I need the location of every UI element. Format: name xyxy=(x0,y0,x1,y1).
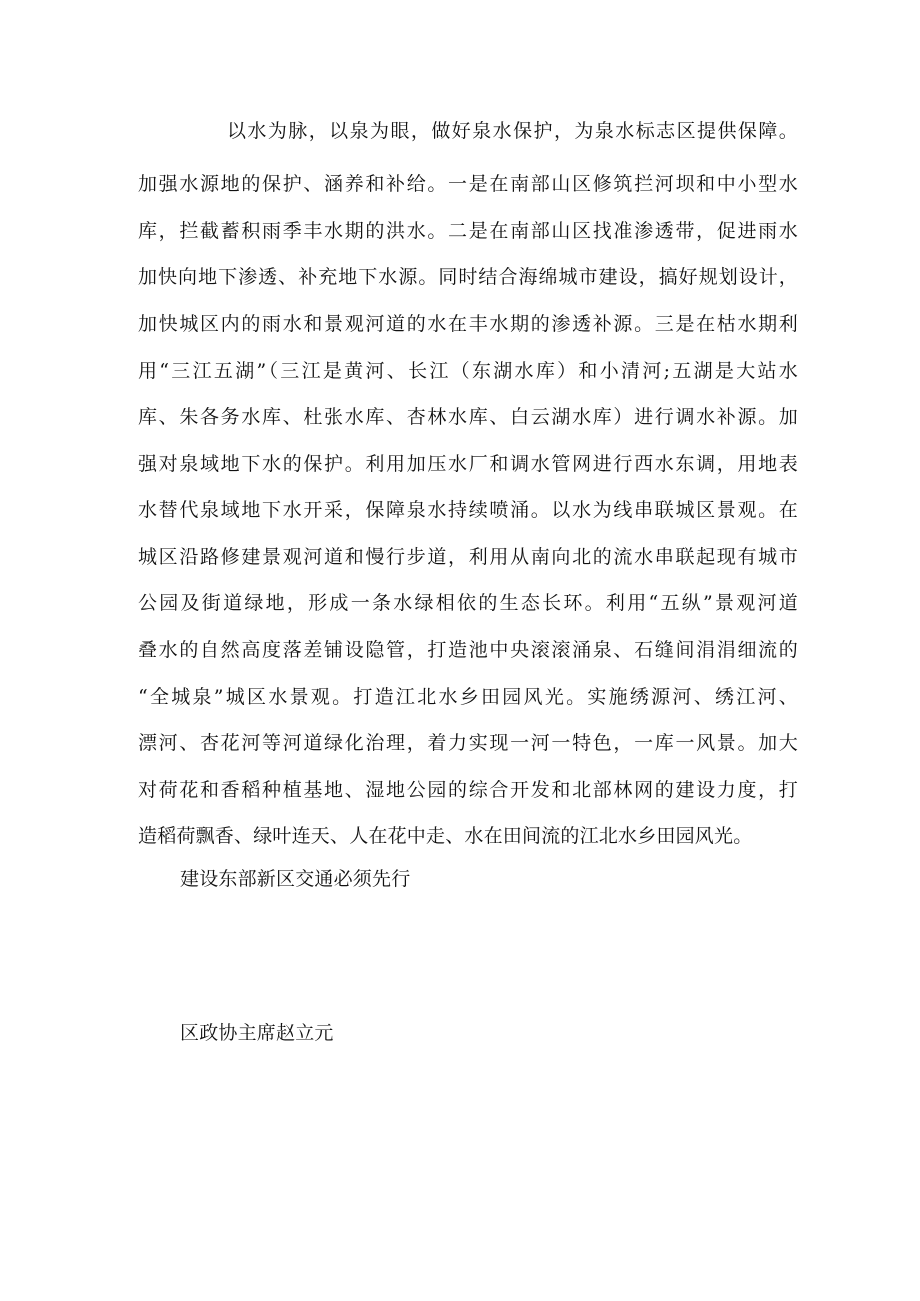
paragraph-line: 水替代泉域地下水开采，保障泉水持续喷涌。以水为线串联城区景观。在 xyxy=(138,499,798,521)
paragraph-line: 对荷花和香稻种植基地、湿地公园的综合开发和北部林网的建设力度，打 xyxy=(138,779,798,801)
paragraph-line: 加快城区内的雨水和景观河道的水在丰水期的渗透补源。三是在枯水期利 xyxy=(138,313,798,335)
paragraph-line: 用“三江五湖”（三江是黄河、长江（东湖水库）和小清河;五湖是大站水 xyxy=(138,360,798,382)
paragraph-line: 漂河、杏花河等河道绿化治理，着力实现一河一特色，一库一风景。加大 xyxy=(138,732,798,754)
paragraph-line: 加快向地下渗透、补充地下水源。同时结合海绵城市建设，搞好规划设计， xyxy=(138,266,798,288)
paragraph-line: 叠水的自然高度落差铺设隐管，打造池中央滚滚涌泉、石缝间涓涓细流的 xyxy=(138,639,798,661)
paragraph-line: 公园及街道绿地，形成一条水绿相依的生态长环。利用“五纵”景观河道 xyxy=(138,592,798,614)
paragraph-line: 加强水源地的保护、涵养和补给。一是在南部山区修筑拦河坝和中小型水 xyxy=(138,173,798,195)
paragraph-line: 强对泉域地下水的保护。利用加压水厂和调水管网进行西水东调，用地表 xyxy=(138,453,798,475)
paragraph-line: 以水为脉，以泉为眼，做好泉水保护，为泉水标志区提供保障。 xyxy=(227,120,798,142)
author-line: 区政协主席赵立元 xyxy=(180,1022,334,1044)
paragraph-line: 城区沿路修建景观河道和慢行步道，利用从南向北的流水串联起现有城市 xyxy=(138,546,798,568)
paragraph-line: 造稻荷飘香、绿叶连天、人在花中走、水在田间流的江北水乡田园风光。 xyxy=(138,825,753,847)
paragraph-line: “全城泉”城区水景观。打造江北水乡田园风光。实施绣源河、绣江河、 xyxy=(138,686,798,708)
paragraph-line: 库，拦截蓄积雨季丰水期的洪水。二是在南部山区找准渗透带，促进雨水 xyxy=(138,220,798,242)
paragraph-line: 库、朱各务水库、杜张水库、杏林水库、白云湖水库）进行调水补源。加 xyxy=(138,406,798,428)
section-heading: 建设东部新区交通必须先行 xyxy=(180,868,411,890)
